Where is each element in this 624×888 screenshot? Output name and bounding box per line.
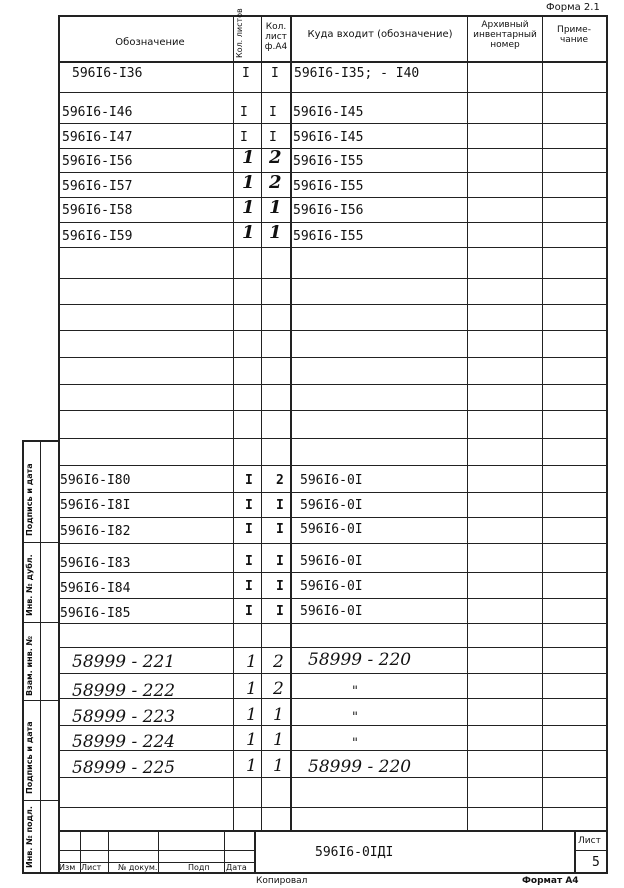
row-designation: 58999 - 225 xyxy=(72,758,176,778)
row-a4: 2 xyxy=(273,652,284,672)
stamp-top xyxy=(58,830,608,832)
row-line xyxy=(58,517,608,518)
frame-bottom xyxy=(22,872,608,874)
row-designation: 596I6-I47 xyxy=(62,130,133,145)
header-line xyxy=(58,61,608,63)
stamp-podp: Подп xyxy=(188,863,210,872)
row-included: " xyxy=(352,710,358,725)
row-sheets: I xyxy=(240,105,248,120)
row-designation: 58999 - 222 xyxy=(72,681,176,701)
row-a4: 1 xyxy=(269,222,282,243)
row-sheets: 1 xyxy=(242,197,255,218)
header-included-in: Куда входит (обозначение) xyxy=(307,29,453,40)
row-included: 596I6-0I xyxy=(300,498,363,513)
row-a4: 2 xyxy=(269,147,282,168)
row-line xyxy=(58,330,608,331)
row-sheets: I xyxy=(245,473,253,488)
row-included: 596I6-0I xyxy=(300,522,363,537)
row-designation: 596I6-I8I xyxy=(60,498,131,513)
row-line xyxy=(58,623,608,624)
side-divider xyxy=(22,622,58,623)
stamp-col xyxy=(254,830,256,872)
stamp-col xyxy=(574,830,576,872)
row-designation: 596I6-I58 xyxy=(62,203,133,218)
row-line xyxy=(58,222,608,223)
row-designation: 58999 - 223 xyxy=(72,707,176,727)
row-included: 596I6-I56 xyxy=(293,203,364,218)
row-a4: I xyxy=(271,66,279,81)
row-line xyxy=(58,247,608,248)
side-label-inv-podl: Инв. № подл. xyxy=(25,806,34,868)
row-line xyxy=(58,410,608,411)
stamp-izm: Изм xyxy=(59,863,76,872)
row-line xyxy=(58,543,608,544)
header-sheets-count: Кол. листов xyxy=(235,8,244,58)
row-a4: I xyxy=(269,105,277,120)
row-sheets: 1 xyxy=(246,705,257,725)
col-line xyxy=(233,15,234,830)
row-included: 596I6-0I xyxy=(300,473,363,488)
row-included: " xyxy=(352,684,358,699)
row-a4: I xyxy=(276,579,284,594)
row-a4: I xyxy=(276,554,284,569)
format-label: Формат А4 xyxy=(522,876,579,886)
row-included: 596I6-I55 xyxy=(293,154,364,169)
doc-code: 596I6-0IДI xyxy=(315,845,394,860)
row-line xyxy=(58,673,608,674)
row-designation: 58999 - 224 xyxy=(72,732,176,752)
row-line xyxy=(58,357,608,358)
header-archive-number: Архивный инвентарный номер xyxy=(473,20,537,50)
row-a4: I xyxy=(276,498,284,513)
row-line xyxy=(58,123,608,124)
row-designation: 596I6-I84 xyxy=(60,581,131,596)
row-sheets: 1 xyxy=(246,756,257,776)
col-line xyxy=(261,15,262,830)
row-line xyxy=(58,92,608,93)
row-line xyxy=(58,647,608,648)
row-designation: 596I6-I59 xyxy=(62,229,133,244)
side-label-inv-dubl: Инв. № дубл. xyxy=(25,554,34,616)
side-label-signature-date: Подпись и дата xyxy=(25,463,34,536)
header-designation: Обозначение xyxy=(115,37,185,48)
row-sheets: I xyxy=(245,604,253,619)
header-note: Приме- чание xyxy=(557,25,591,45)
row-included: " xyxy=(352,736,358,751)
row-sheets: 1 xyxy=(242,222,255,243)
row-sheets: 1 xyxy=(242,147,255,168)
row-sheets: 1 xyxy=(246,652,257,672)
row-line xyxy=(58,172,608,173)
col-line xyxy=(542,15,543,830)
frame-left xyxy=(58,15,60,872)
row-designation: 596I6-I36 xyxy=(72,66,143,81)
stamp-col xyxy=(108,830,109,872)
row-sheets: I xyxy=(245,579,253,594)
row-line xyxy=(58,304,608,305)
row-sheets: 1 xyxy=(242,172,255,193)
sheet-label: Лист xyxy=(578,836,601,846)
row-a4: 2 xyxy=(276,473,284,488)
col-line xyxy=(290,15,292,830)
row-designation: 596I6-I46 xyxy=(62,105,133,120)
side-strip-mid xyxy=(40,440,41,872)
stamp-list: Лист xyxy=(81,863,102,872)
row-included: 596I6-I55 xyxy=(293,229,364,244)
row-designation: 58999 - 221 xyxy=(72,652,176,672)
row-line xyxy=(58,465,608,466)
side-divider xyxy=(22,800,58,801)
copied-label: Копировал xyxy=(256,876,308,886)
row-designation: 596I6-I85 xyxy=(60,606,131,621)
row-a4: 2 xyxy=(269,172,282,193)
row-sheets: 1 xyxy=(246,679,257,699)
frame-top xyxy=(58,15,608,17)
row-designation: 596I6-I57 xyxy=(62,179,133,194)
row-a4: 2 xyxy=(273,679,284,699)
row-included: 596I6-0I xyxy=(300,579,363,594)
row-included: 58999 - 220 xyxy=(308,650,412,670)
row-included: 596I6-0I xyxy=(300,604,363,619)
side-strip-left xyxy=(22,440,24,872)
row-included: 596I6-0I xyxy=(300,554,363,569)
row-included: 596I6-I55 xyxy=(293,179,364,194)
stamp-doc-no: № докум. xyxy=(118,863,158,872)
row-line xyxy=(58,438,608,439)
row-a4: I xyxy=(276,522,284,537)
side-strip-top xyxy=(22,440,58,442)
row-line xyxy=(58,598,608,599)
side-divider xyxy=(22,542,58,543)
row-sheets: I xyxy=(240,130,248,145)
form-label: Форма 2.1 xyxy=(546,2,600,13)
side-label-vzam-inv: Взам. инв. № xyxy=(25,635,34,696)
row-sheets: I xyxy=(245,498,253,513)
stamp-col xyxy=(158,830,159,872)
row-a4: 1 xyxy=(273,705,284,725)
row-designation: 596I6-I80 xyxy=(60,473,131,488)
row-designation: 596I6-I56 xyxy=(62,154,133,169)
stamp-line xyxy=(574,850,608,851)
row-line xyxy=(58,148,608,149)
row-a4: I xyxy=(276,604,284,619)
row-sheets: I xyxy=(242,66,250,81)
row-line xyxy=(58,572,608,573)
header-sheets-a4: Кол. лист ф.А4 xyxy=(264,22,288,52)
stamp-data: Дата xyxy=(226,863,247,872)
row-included: 58999 - 220 xyxy=(308,757,412,777)
row-sheets: I xyxy=(245,554,253,569)
row-included: 596I6-I45 xyxy=(293,130,364,145)
row-line xyxy=(58,384,608,385)
row-included: 596I6-I35; - I40 xyxy=(294,66,420,81)
side-divider xyxy=(22,700,58,701)
side-label-signature-date-2: Подпись и дата xyxy=(25,721,34,794)
row-designation: 596I6-I82 xyxy=(60,524,131,539)
col-line xyxy=(467,15,468,830)
row-line xyxy=(58,197,608,198)
row-line xyxy=(58,492,608,493)
row-line xyxy=(58,278,608,279)
row-sheets: 1 xyxy=(246,730,257,750)
row-a4: I xyxy=(269,130,277,145)
row-a4: 1 xyxy=(273,756,284,776)
stamp-col xyxy=(224,830,225,872)
sheet-number: 5 xyxy=(592,855,600,870)
frame-right xyxy=(606,15,608,872)
row-line xyxy=(58,807,608,808)
row-designation: 596I6-I83 xyxy=(60,556,131,571)
row-a4: 1 xyxy=(269,197,282,218)
row-a4: 1 xyxy=(273,730,284,750)
row-included: 596I6-I45 xyxy=(293,105,364,120)
row-sheets: I xyxy=(245,522,253,537)
